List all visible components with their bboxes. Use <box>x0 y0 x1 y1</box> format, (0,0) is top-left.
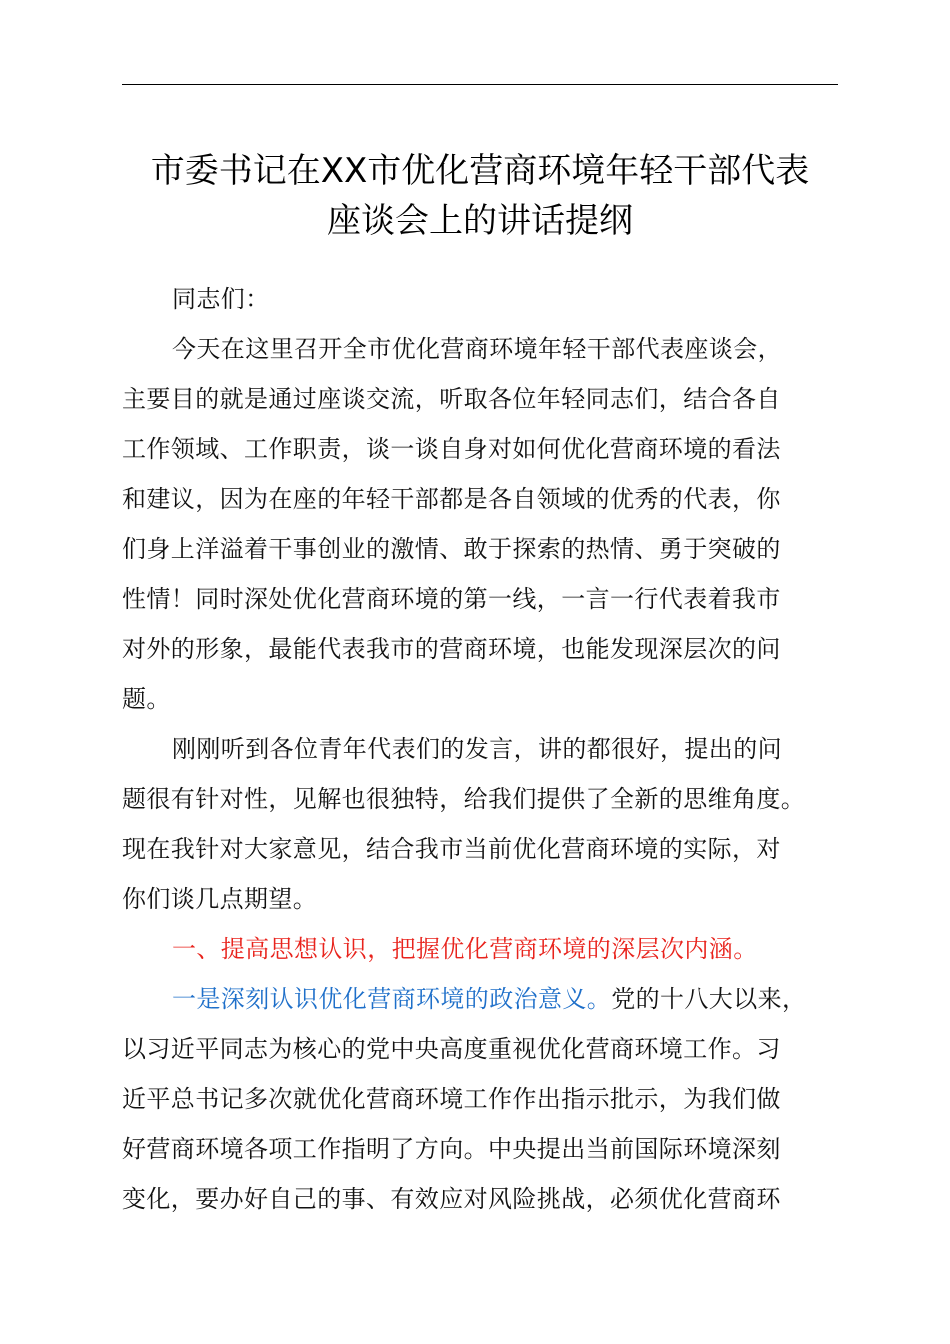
paragraph-line: 对外的形象，最能代表我市的营商环境，也能发现深层次的问 <box>122 635 781 663</box>
point-heading: 一是深刻认识优化营商环境的政治意义。 <box>172 985 612 1013</box>
paragraph-point-one <box>122 974 842 1224</box>
paragraph-line: 性情！同时深处优化营商环境的第一线，一言一行代表着我市 <box>122 585 781 613</box>
paragraph-line: 以习近平同志为核心的党中央高度重视优化营商环境工作。习 <box>122 1035 781 1063</box>
document-title <box>100 146 860 246</box>
paragraph-line: 今天在这里召开全市优化营商环境年轻干部代表座谈会， <box>172 335 782 363</box>
paragraph-line: 刚刚听到各位青年代表们的发言，讲的都很好，提出的问 <box>172 735 782 763</box>
paragraph-line: 变化，要办好自己的事、有效应对风险挑战，必须优化营商环 <box>122 1185 781 1213</box>
paragraph-line: 好营商环境各项工作指明了方向。中央提出当前国际环境深刻 <box>122 1135 781 1163</box>
paragraph-line: 主要目的就是通过座谈交流，听取各位年轻同志们，结合各自 <box>122 385 781 413</box>
paragraph-line: 题很有针对性，见解也很独特，给我们提供了全新的思维角度。 <box>122 785 806 813</box>
title-line: 市委书记在XX市优化营商环境年轻干部代表 <box>150 151 810 191</box>
paragraph-line: 们身上洋溢着干事创业的激情、敢于探索的热情、勇于突破的 <box>122 535 781 563</box>
paragraph-line: 近平总书记多次就优化营商环境工作作出指示批示，为我们做 <box>122 1085 781 1113</box>
section-heading: 一、提高思想认识，把握优化营商环境的深层次内涵。 <box>172 935 758 963</box>
paragraph-text: 党的十八大以来， <box>611 985 807 1013</box>
paragraph-expectations <box>122 724 842 924</box>
paragraph-line: 和建议，因为在座的年轻干部都是各自领域的优秀的代表，你 <box>122 485 781 513</box>
paragraph-line: 题。 <box>122 685 171 713</box>
paragraph-opening <box>122 324 842 724</box>
paragraph-line <box>122 974 842 1024</box>
header-rule <box>122 84 838 85</box>
greeting: 同志们： <box>172 285 270 313</box>
title-line: 座谈会上的讲话提纲 <box>327 201 633 241</box>
paragraph-line: 现在我针对大家意见，结合我市当前优化营商环境的实际，对 <box>122 835 781 863</box>
paragraph-line: 工作领域、工作职责，谈一谈自身对如何优化营商环境的看法 <box>122 435 781 463</box>
paragraph-line: 你们谈几点期望。 <box>122 885 318 913</box>
document-body <box>122 274 842 1224</box>
